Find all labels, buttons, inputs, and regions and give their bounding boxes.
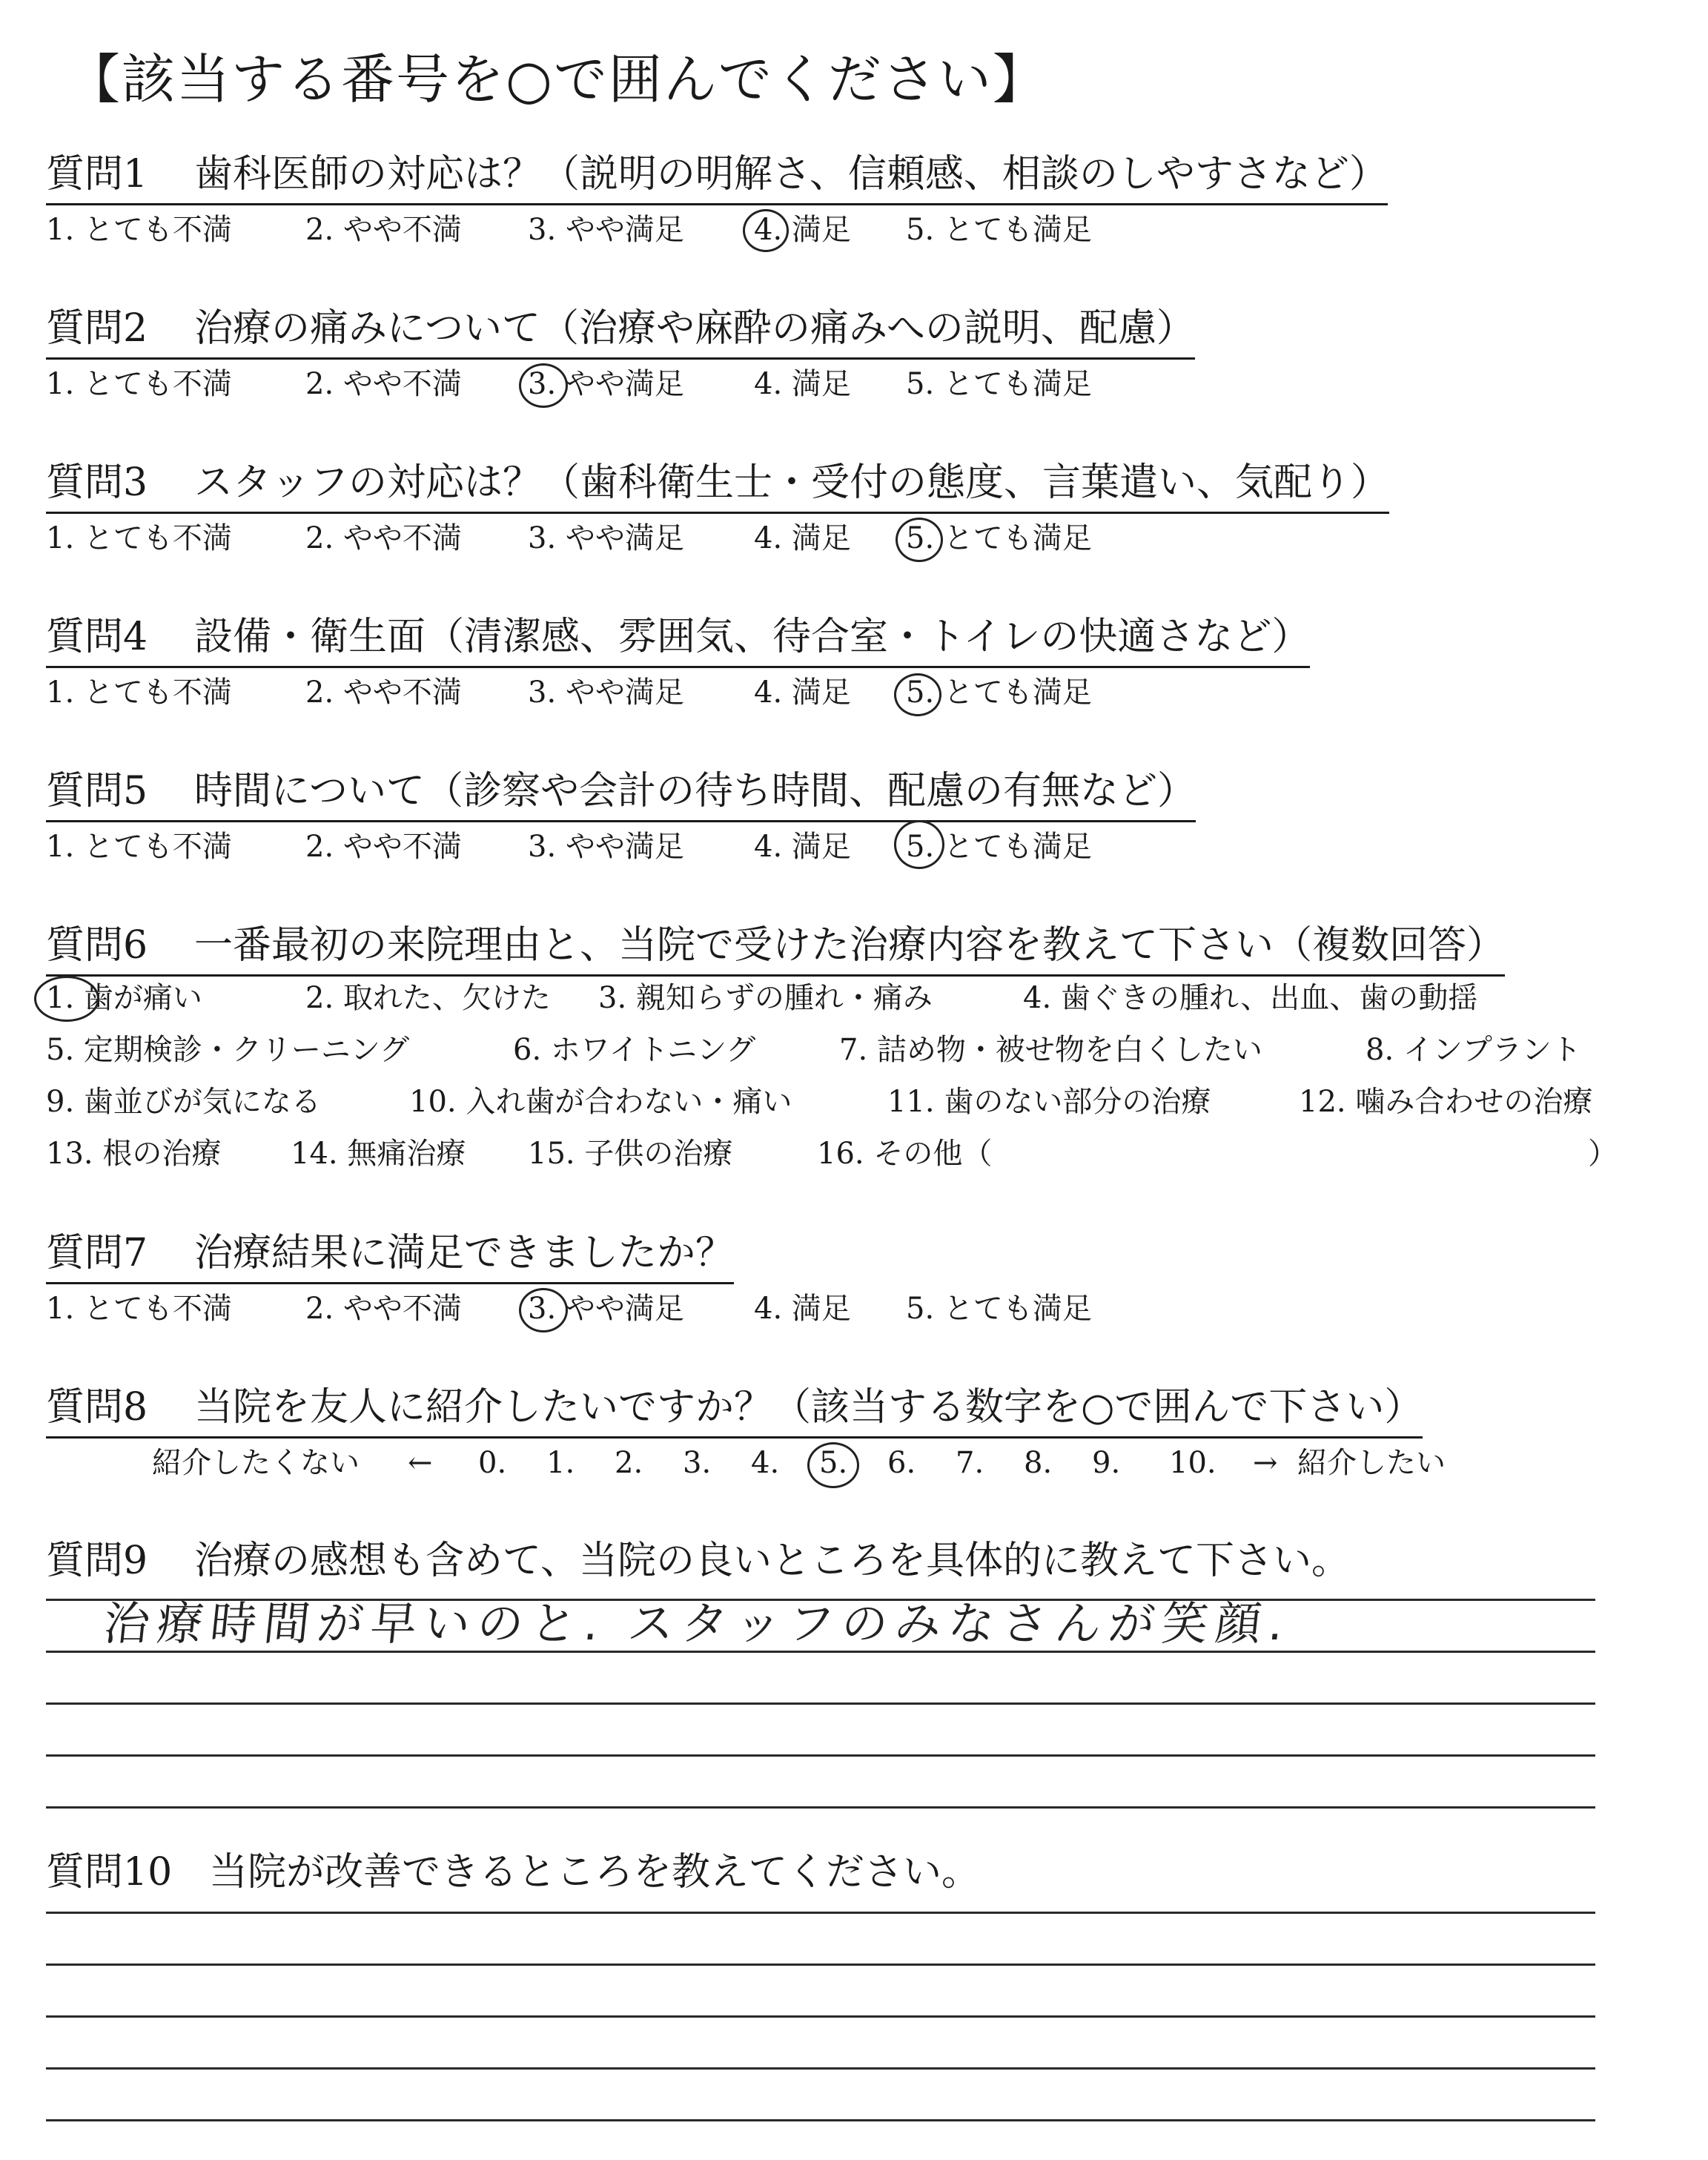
q6-option-1[interactable]: 1. 歯が痛い [46,981,202,1015]
q6-option-9[interactable]: 9. 歯並びが気になる [46,1085,321,1119]
question-7-title [46,1227,734,1284]
q5-option-4[interactable]: 4. 満足 [754,830,851,864]
q10-answer-line-1 [46,1912,1595,1914]
question-10-title [46,1846,980,1901]
question-9-text: 治療の感想も含めて、当院の良いところを具体的に教えて下さい。 [194,1539,1350,1583]
question-8-text: 当院を友人に紹介したいですか？（該当する数字を○で囲んで下さい） [194,1385,1423,1430]
q6-option-16[interactable]: 16. その他（ [817,1137,993,1171]
question-9-number: 質問9 [46,1539,148,1583]
q8-option-0[interactable]: 0. [478,1446,507,1480]
q8-option-5[interactable]: 5. [819,1446,848,1480]
q2-option-3[interactable]: 3. やや満足 [528,367,684,401]
q10-answer-line-2 [46,1964,1595,1966]
q6-option-6[interactable]: 6. ホワイトニング [513,1033,756,1067]
q8-option-1[interactable]: 1. [546,1446,575,1480]
q6-option-14[interactable]: 14. 無痛治療 [291,1137,466,1171]
q4-selection-circle [894,673,941,716]
question-5-number: 質問5 [46,769,148,813]
q4-option-2[interactable]: 2. やや不満 [305,676,462,710]
q1-selection-circle [743,209,789,252]
q6-option-5[interactable]: 5. 定期検診・クリーニング [46,1033,410,1067]
q6-option-15[interactable]: 15. 子供の治療 [528,1137,733,1171]
q7-option-1[interactable]: 1. とても不満 [46,1292,232,1326]
q8-option-6[interactable]: 6. [887,1446,916,1480]
q6-option-2[interactable]: 2. 取れた、欠けた [305,981,551,1015]
q5-option-5[interactable]: 5. とても満足 [906,830,1092,864]
q5-option-1[interactable]: 1. とても不満 [46,830,232,864]
q8-option-4[interactable]: 4. [751,1446,780,1480]
question-10-text: 当院が改善できるところを教えてください。 [209,1850,981,1895]
q8-option-3[interactable]: 3. [683,1446,712,1480]
q9-handwritten-answer[interactable]: 治療時間が早いのと. スタッフのみなさんが笑顔. [101,1596,1294,1651]
q8-option-8[interactable]: 8. [1024,1446,1053,1480]
q2-option-2[interactable]: 2. やや不満 [305,367,462,401]
q10-answer-line-3 [46,2015,1595,2018]
q10-answer-line-4 [46,2067,1595,2070]
q2-option-1[interactable]: 1. とても不満 [46,367,232,401]
q7-option-2[interactable]: 2. やや不満 [305,1292,462,1326]
question-6-number: 質問6 [46,923,148,968]
question-2-text: 治療の痛みについて（治療や麻酔の痛みへの説明、配慮） [194,306,1195,351]
q8-right-arrow: → [1253,1446,1278,1480]
q3-option-4[interactable]: 4. 満足 [754,521,851,555]
question-4-number: 質問4 [46,615,148,659]
q1-option-3[interactable]: 3. やや満足 [528,213,684,247]
question-2-number: 質問2 [46,306,148,351]
q6-other-close-paren: ） [1588,1137,1618,1171]
question-3-title [46,457,1389,514]
question-1-number: 質問1 [46,152,148,196]
q3-option-2[interactable]: 2. やや不満 [305,521,462,555]
question-5-title [46,765,1196,822]
q5-option-3[interactable]: 3. やや満足 [528,830,684,864]
q4-option-3[interactable]: 3. やや満足 [528,676,684,710]
q8-left-label: 紹介したくない [152,1446,360,1480]
q2-option-5[interactable]: 5. とても満足 [906,367,1092,401]
page-heading: 【該当する番号を○で囲んでください】 [67,48,1047,110]
question-8-title [46,1381,1423,1439]
q8-left-arrow: ← [408,1446,433,1480]
question-7-text: 治療結果に満足できましたか？ [194,1231,735,1275]
question-4-title [46,611,1310,668]
q9-answer-line-4 [46,1754,1595,1757]
question-1-title [46,148,1388,205]
q6-option-10[interactable]: 10. 入れ歯が合わない・痛い [409,1085,792,1119]
question-3-number: 質問3 [46,460,148,505]
q9-answer-line-5 [46,1806,1595,1809]
q1-option-5[interactable]: 5. とても満足 [906,213,1092,247]
q6-selection-circle [34,976,99,1022]
q8-right-label: 紹介したい [1297,1446,1446,1480]
question-7-number: 質問7 [46,1231,148,1275]
question-3-text: スタッフの対応は？（歯科衛生士・受付の態度、言葉遣い、気配り） [194,460,1390,505]
q5-option-2[interactable]: 2. やや不満 [305,830,462,864]
q6-option-8[interactable]: 8. インプラント [1366,1033,1581,1067]
q7-option-5[interactable]: 5. とても満足 [906,1292,1092,1326]
q1-option-4[interactable]: 4. 満足 [754,213,851,247]
q4-option-5[interactable]: 5. とても満足 [906,676,1092,710]
question-5-text: 時間について（診察や会計の待ち時間、配慮の有無など） [194,769,1196,813]
question-2-title [46,303,1195,360]
q3-option-3[interactable]: 3. やや満足 [528,521,684,555]
q5-selection-circle [894,820,944,869]
q7-selection-circle [519,1288,568,1332]
question-6-title [46,919,1505,977]
q7-option-4[interactable]: 4. 満足 [754,1292,851,1326]
q6-option-3[interactable]: 3. 親知らずの腫れ・痛み [598,981,933,1015]
q9-answer-line-3 [46,1702,1595,1705]
q4-option-4[interactable]: 4. 満足 [754,676,851,710]
q7-option-3[interactable]: 3. やや満足 [528,1292,684,1326]
q6-option-12[interactable]: 12. 噛み合わせの治療 [1299,1085,1593,1119]
question-6-text: 一番最初の来院理由と、当院で受けた治療内容を教えて下さい（複数回答） [194,923,1506,968]
q8-option-9[interactable]: 9. [1092,1446,1121,1480]
q8-option-7[interactable]: 7. [956,1446,984,1480]
q8-option-10[interactable]: 10. [1169,1446,1217,1480]
q8-option-2[interactable]: 2. [615,1446,643,1480]
q1-option-2[interactable]: 2. やや不満 [305,213,462,247]
q6-option-7[interactable]: 7. 詰め物・被せ物を白くしたい [839,1033,1262,1067]
question-10-number: 質問10 [46,1850,173,1895]
q3-option-1[interactable]: 1. とても不満 [46,521,232,555]
q4-option-1[interactable]: 1. とても不満 [46,676,232,710]
q1-option-1[interactable]: 1. とても不満 [46,213,232,247]
question-9-title [46,1535,1350,1590]
question-1-text: 歯科医師の対応は？（説明の明解さ、信頼感、相談のしやすさなど） [194,152,1388,196]
q6-option-11[interactable]: 11. 歯のない部分の治療 [887,1085,1211,1119]
q3-option-5[interactable]: 5. とても満足 [906,521,1092,555]
question-8-number: 質問8 [46,1385,148,1430]
q6-option-13[interactable]: 13. 根の治療 [46,1137,222,1171]
q6-option-4[interactable]: 4. 歯ぐきの腫れ、出血、歯の動揺 [1023,981,1478,1015]
q3-selection-circle [896,518,943,562]
q2-selection-circle [519,363,568,408]
q8-selection-circle [807,1442,859,1488]
q10-answer-line-5 [46,2119,1595,2121]
question-4-text: 設備・衛生面（清潔感、雰囲気、待合室・トイレの快適さなど） [194,615,1311,659]
q2-option-4[interactable]: 4. 満足 [754,367,851,401]
